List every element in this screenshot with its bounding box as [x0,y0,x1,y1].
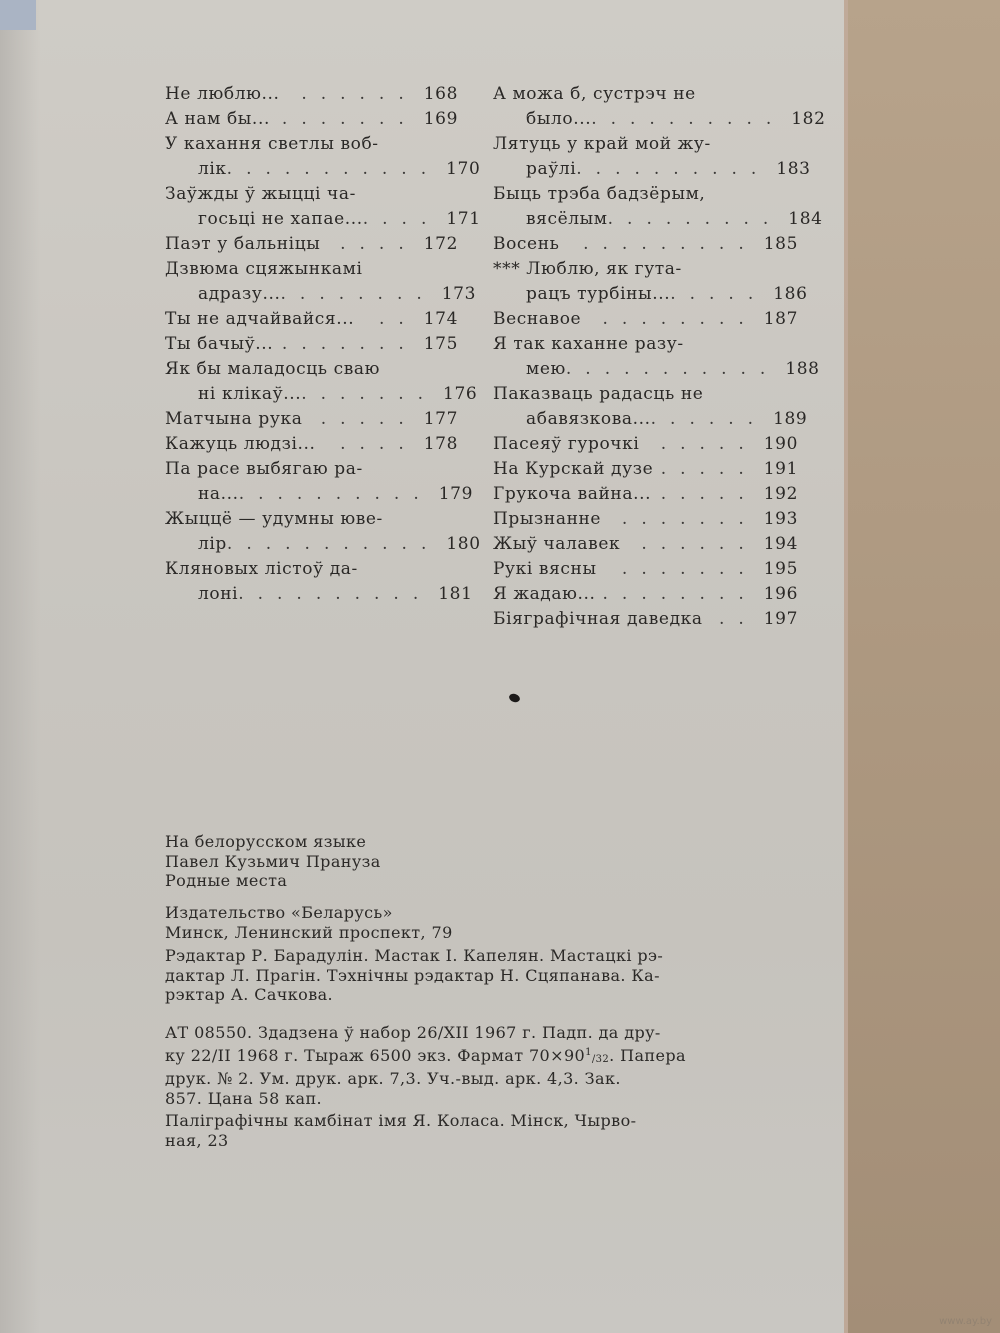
toc-entry [493,482,798,507]
format-fraction-numerator: 1 [585,1046,592,1058]
toc-page-number: 196 [763,584,798,604]
watermark: www.ay.by [939,1316,992,1327]
credits-line: Рэдактар Р. Барадулін. Мастак І. Капелян. Мастацкі рэ- [165,946,664,965]
toc-entry [165,357,478,407]
toc-entry-line [493,557,798,582]
toc-entry-title: У кахання светлы воб- [165,134,379,154]
toc-column-left [165,82,481,607]
toc-entry [165,232,458,257]
print-info-text: ку 22/II 1968 г. Тыраж 6500 экз. Фармат 70×90 [165,1045,586,1065]
toc-entry-line [493,307,798,332]
printer-line: Паліграфічны камбінат імя Я. Коласа. Мінск, Чырво- [165,1111,637,1130]
toc-entry-line [165,532,481,557]
toc-entry-line [165,257,458,282]
toc-entry-title: раўлі [526,159,577,179]
toc-page-number: 195 [763,559,798,579]
toc-entry [165,457,473,507]
print-info-line: АТ 08550. Здадзена ў набор 26/XII 1967 г. Падп. да дру- [165,1023,661,1042]
toc-page-number: 185 [763,234,798,254]
toc-entry-line [493,532,798,557]
toc-entry-title: Паэт у бальніцы [165,234,321,254]
toc-entry [493,307,798,332]
dot-leader: .......... [576,159,771,179]
toc-entry-title: адразу... [198,284,281,304]
dot-leader: .......... [238,584,433,604]
toc-entry-title: абавязкова... [526,409,651,429]
print-info-text: . Папера [609,1045,686,1065]
toc-entry-line [493,132,798,157]
toc-entry-line [493,407,808,432]
toc-page-number: 183 [776,159,811,179]
credits-line: дактар Л. Прагін. Тэхнічны рэдактар Н. Сцяпанава. Ка- [165,965,660,985]
toc-entry-title: ні клікаў... [198,384,302,404]
toc-entry-line [165,207,481,232]
toc-entry-line [493,382,798,407]
toc-page-number: 179 [438,484,473,504]
toc-page-number: 172 [423,234,458,254]
dot-leader: ...... [301,84,418,104]
toc-entry-line [165,432,458,457]
toc-entry-line [165,382,478,407]
toc-entry [493,132,811,182]
toc-page-number: 174 [423,309,458,329]
toc-entry [493,607,798,632]
toc-entry-title: Ты бачыў... [165,334,274,354]
toc-entry-line [493,507,798,532]
toc-entry-title: лік [198,159,227,179]
toc-entry-line [493,357,820,382]
toc-page-number: 188 [785,359,820,379]
toc-entry-title: Грукоча вайна... [493,484,652,504]
toc-page-number: 189 [773,409,808,429]
toc-entry [493,257,808,307]
toc-entry-line [165,482,473,507]
dot-leader: ....... [301,384,438,404]
toc-entry-line [165,107,458,132]
toc-page-number: 170 [446,159,481,179]
dot-leader: .... [340,234,418,254]
dot-leader: ....... [621,559,758,579]
dot-leader: ........ [602,584,758,604]
colophon-printer [165,1111,805,1150]
toc-entry-line [493,457,798,482]
dot-leader: ........... [226,159,441,179]
dot-leader: ...... [650,409,768,429]
toc-entry-title: А можа б, сустрэч не [493,84,696,104]
toc-page-number: 182 [791,109,826,129]
toc-entry [493,382,808,432]
toc-entry-title: лоні [198,584,239,604]
toc-entry-title: Кажуць людзі... [165,434,316,454]
toc-page-number: 184 [788,209,823,229]
toc-entry-line [165,507,458,532]
toc-entry [165,432,458,457]
toc-entry-title: было... [526,109,592,129]
toc-entry-title: на... [198,484,239,504]
toc-entry-title: вясёлым [526,209,608,229]
colophon-book-title: Родные места [165,871,288,890]
toc-page-number: 168 [423,84,458,104]
toc-entry [493,582,798,607]
dot-leader: .......... [238,484,433,504]
toc-entry [165,307,458,332]
toc-entry [165,332,458,357]
toc-entry-title: Быць трэба бадзёрым, [493,184,706,204]
toc-entry [165,182,481,232]
toc-entry-line [493,332,798,357]
toc-page-number: 186 [773,284,808,304]
toc-entry-line [165,132,458,157]
dot-leader: .... [362,209,441,229]
toc-entry-title: Матчына рука [165,409,303,429]
toc-entry [493,432,798,457]
toc-entry-line [493,207,823,232]
toc-entry-title: Рукі вясны [493,559,597,579]
toc-entry [165,132,481,182]
toc-entry-line [493,232,798,257]
dot-leader: ....... [281,109,418,129]
toc-entry-line [165,307,458,332]
toc-entry-line [493,107,826,132]
dot-leader: .... [340,434,418,454]
toc-entry-line [493,82,798,107]
toc-entry-line [493,432,798,457]
colophon-language: На белорусском языке [165,832,367,851]
toc-entry-line [165,282,476,307]
toc-entry-line [493,582,798,607]
toc-entry [493,507,798,532]
toc-entry [493,532,798,557]
toc-page-number: 177 [423,409,458,429]
toc-entry [165,507,481,557]
toc-entry-title: А нам бы... [165,109,270,129]
toc-entry-title: лір [198,534,227,554]
toc-entry-title: Лятуць у край мой жу- [493,134,711,154]
dot-leader: ......... [607,209,783,229]
toc-entry [165,82,458,107]
colophon-publisher-info [165,903,453,942]
toc-entry-title: На Курскай дузе [493,459,654,479]
format-fraction-denominator: /32 [591,1053,610,1065]
toc-page-number: 194 [763,534,798,554]
colophon-book-info [165,832,381,891]
toc-entry [493,82,826,132]
toc-entry-title: Заўжды ў жыцці ча- [165,184,356,204]
toc-entry-title: Кляновых лістоў да- [165,559,358,579]
toc-page-number: 193 [763,509,798,529]
toc-column-right [493,82,826,632]
print-info-line: друк. № 2. Ум. друк. арк. 7,3. Уч.-выд. арк. 4,3. Зак. [165,1069,621,1088]
dot-leader: ....... [281,334,418,354]
dot-leader: ..... [660,459,758,479]
toc-entry-title: Як бы маладосць сваю [165,359,381,379]
toc-page-number: 180 [446,534,481,554]
dot-leader: ...... [641,534,758,554]
toc-entry-title: Прызнанне [493,509,602,529]
dot-leader: ....... [621,509,758,529]
colophon-print-info [165,1023,805,1108]
toc-entry-line [165,407,458,432]
toc-entry-line [165,232,458,257]
ink-blot [508,692,521,703]
toc-page-number: 181 [438,584,473,604]
toc-entry [493,457,798,482]
toc-entry-title: Паказваць радасць не [493,384,704,404]
dot-leader: ........... [226,534,441,554]
toc-entry-title: Восень [493,234,560,254]
toc-entry-title: Жыццё — удумны юве- [165,509,383,529]
toc-page-number: 173 [441,284,476,304]
toc-entry-title: Дзвюма сцяжынкамі [165,259,363,279]
toc-page-number: 190 [763,434,798,454]
toc-entry-title: Я жадаю... [493,584,596,604]
page-gutter-shadow [0,0,40,1333]
dot-leader: ..... [670,284,768,304]
toc-entry-line [165,557,458,582]
toc-page-number: 192 [763,484,798,504]
toc-entry-title: мею [526,359,566,379]
dot-leader: .. [378,309,418,329]
colophon-credits [165,946,805,1005]
toc-entry-title: Веснавое [493,309,582,329]
toc-entry [165,257,476,307]
dot-leader: ........ [602,309,758,329]
toc-page-number: 187 [763,309,798,329]
toc-entry-line [165,357,458,382]
toc-entry [493,232,798,257]
printer-line: ная, 23 [165,1130,229,1150]
toc-entry-title: рацъ турбіны... [526,284,671,304]
toc-entry [165,407,458,432]
dot-leader: .......... [591,109,786,129]
toc-entry-title: *** Люблю, як гута- [493,259,682,279]
dot-leader: ..... [660,484,758,504]
print-info-line: 857. Цана 58 кап. [165,1088,323,1108]
toc-page-number: 175 [423,334,458,354]
colophon-address: Минск, Ленинский проспект, 79 [165,922,453,942]
toc-entry-line [165,457,458,482]
toc-entry-line [493,607,798,632]
toc-entry-line [165,157,481,182]
toc-entry-title: Я так каханне разу- [493,334,684,354]
toc-entry-title: Пасеяў гурочкі [493,434,640,454]
toc-entry [165,107,458,132]
toc-entry [493,332,820,382]
toc-entry [165,557,473,607]
toc-page-number: 171 [446,209,481,229]
toc-entry-line [165,582,473,607]
toc-page-number: 169 [423,109,458,129]
toc-entry-line [493,157,811,182]
dot-leader: .. [718,609,758,629]
toc-entry [493,557,798,582]
toc-entry-title: Ты не адчайвайся... [165,309,355,329]
toc-entry-title: Жыў чалавек [493,534,621,554]
colophon-publisher: Издательство «Беларусь» [165,903,393,922]
toc-page-number: 178 [423,434,458,454]
book-cover-board [848,0,1000,1333]
toc-entry-line [165,182,458,207]
toc-entry-line [165,332,458,357]
toc-page-number: 176 [443,384,478,404]
toc-entry-title: Не люблю... [165,84,280,104]
toc-entry-line [493,257,798,282]
dot-leader: ..... [660,434,758,454]
toc-entry-line [493,482,798,507]
toc-page-number: 191 [763,459,798,479]
toc-entry-title: Па расе выбягаю ра- [165,459,363,479]
toc-page-number: 197 [763,609,798,629]
toc-entry-line [493,282,808,307]
credits-line: рэктар А. Сачкова. [165,985,334,1004]
toc-entry [493,182,823,232]
toc-entry-line [493,182,798,207]
dot-leader: ..... [320,409,418,429]
print-info-line [165,1043,805,1070]
dot-leader: ........... [565,359,780,379]
toc-entry-title: Біяграфічная даведка [493,609,703,629]
toc-entry-line [165,82,458,107]
toc-entry-title: госьці не хапае... [198,209,363,229]
dot-leader: ........ [280,284,436,304]
colophon-author: Павел Кузьмич Прануза [165,851,381,871]
background-corner [0,0,36,30]
dot-leader: ......... [583,234,758,254]
